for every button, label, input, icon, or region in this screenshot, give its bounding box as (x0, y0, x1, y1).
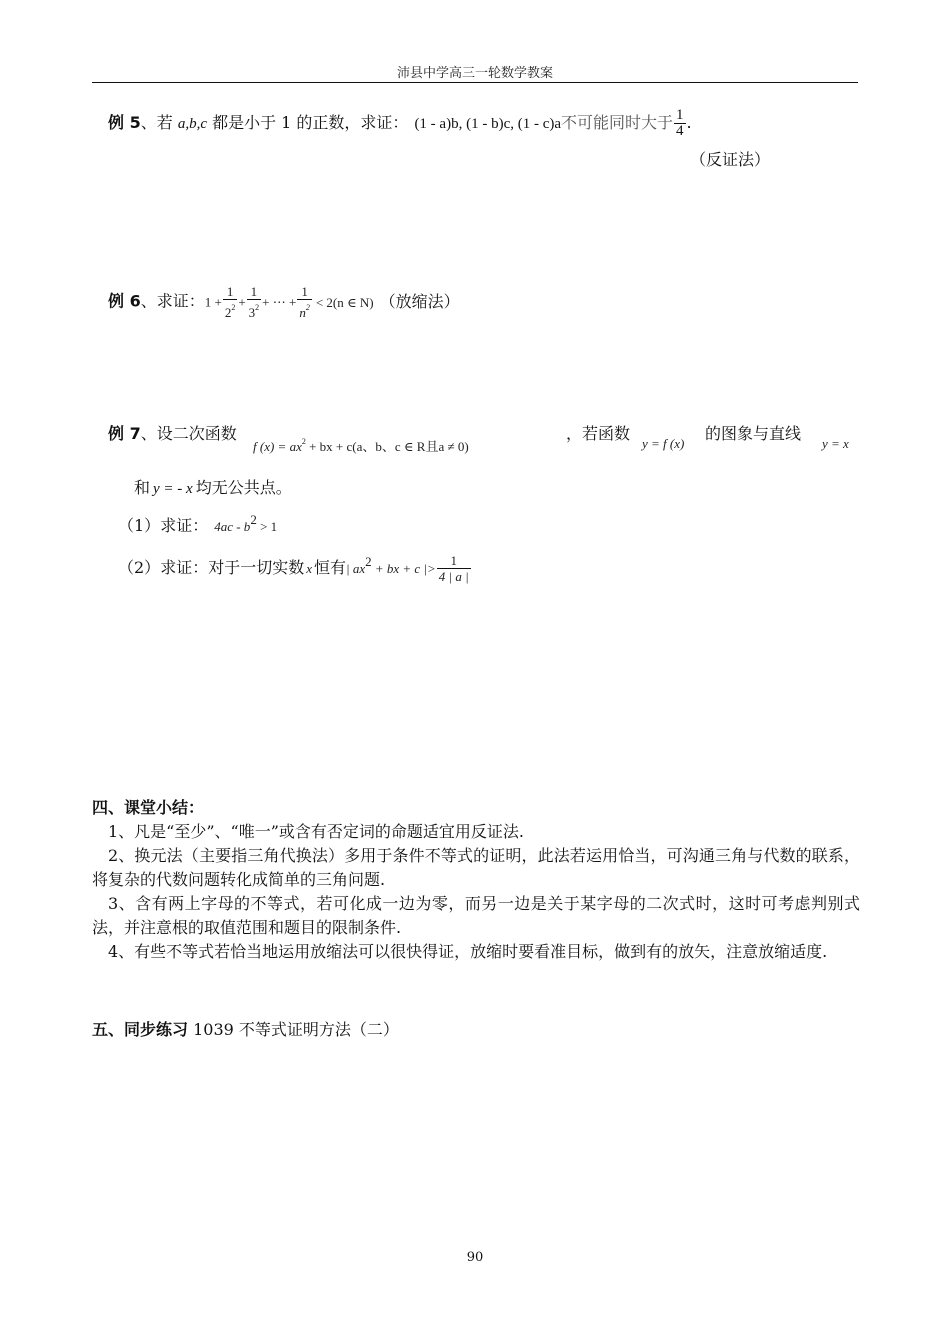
practice-heading (92, 1018, 860, 1042)
example-6-one: 1 + (204, 294, 222, 310)
summary-item-3 (92, 892, 860, 940)
question-2-text-2: 恒有 (313, 558, 346, 577)
fraction-numerator: 1 (247, 284, 262, 300)
line-2-prefix: 和 (134, 478, 151, 497)
example-7-question-2 (118, 552, 472, 584)
denominator-exponent: 2 (305, 303, 310, 312)
denominator-exponent: 2 (231, 303, 236, 312)
fraction-denominator (247, 300, 262, 320)
fraction-numerator: 1 (297, 284, 312, 300)
question-1-exponent: 2 (250, 512, 257, 527)
example-7-function (253, 436, 469, 455)
question-1-label: （1） (118, 516, 161, 535)
fraction-denominator (297, 300, 312, 320)
example-5-text-3: 不可能同时大于 (561, 113, 674, 132)
example-7-text-2: ，若函数 (566, 424, 631, 443)
question-1-rhs: > 1 (256, 519, 278, 534)
question-2-variable: x (306, 561, 312, 576)
question-1-expression: 4ac - b (214, 519, 251, 534)
example-6-fraction-3 (297, 284, 312, 320)
question-2-exponent: 2 (365, 554, 372, 569)
example-6-plus: + (238, 294, 246, 310)
summary-title: 四、课堂小结： (92, 798, 205, 817)
example-6-fraction-1 (223, 284, 238, 320)
fraction-denominator (223, 300, 238, 320)
example-7 (108, 424, 237, 444)
example-7-line-1: y = x (822, 436, 849, 451)
example-5-label: 例 5 (108, 113, 141, 132)
example-5-expression: (1 - a)b, (1 - b)c, (1 - c)a (414, 116, 562, 132)
line-2-suffix: 均无公共点。 (195, 478, 292, 497)
practice-label: 五、同步练习 (92, 1020, 189, 1039)
question-2-expression: | ax (346, 561, 366, 576)
summary-item-4 (92, 940, 860, 964)
function-expression: f (x) = ax (253, 439, 302, 454)
example-7-text: 、设二次函数 (140, 424, 237, 443)
practice-text: 1039 不等式证明方法（二） (188, 1020, 399, 1039)
page-number: 90 (466, 1250, 484, 1265)
question-2-label: （2） (118, 558, 161, 577)
example-7-condition (566, 424, 630, 444)
example-6 (108, 284, 460, 320)
example-7-line-2 (134, 478, 292, 499)
question-1-text: 求证： (160, 516, 209, 535)
example-5-text: 、若 (140, 113, 178, 132)
example-5-method: （反证法） (690, 150, 771, 169)
denominator-exponent: 2 (255, 303, 260, 312)
summary-item-1 (92, 820, 860, 844)
question-2-text: 求证：对于一切实数 (160, 558, 305, 577)
fraction-numerator: 1 (223, 284, 238, 300)
example-7-text-3: 的图象与直线 (705, 424, 802, 443)
denominator-base: 3 (248, 305, 256, 320)
function-exponent: 2 (301, 437, 306, 446)
example-6-ellipsis: + ⋯ + (262, 294, 297, 310)
example-5 (108, 108, 692, 139)
example-6-label: 例 6 (108, 291, 141, 311)
denominator-base: 2 (224, 305, 232, 320)
example-6-text: 、求证： (140, 291, 205, 311)
summary-item-text: 2、换元法（主要指三角代换法）多用于条件不等式的证明，此法若运用恰当，可沟通三角与代数的联系，将复杂的代数问题转化成简单的三角问题. (92, 846, 860, 889)
fraction-denominator: 4 (676, 123, 684, 139)
line-2-equation: y = - x (153, 481, 193, 497)
header-rule (92, 82, 858, 83)
fraction-numerator: 1 (676, 107, 684, 123)
summary-item-text: 4、有些不等式若恰当地运用放缩法可以很快得证，放缩时要看准目标，做到有的放矢，注意放缩适度. (108, 942, 828, 961)
fraction-denominator: 4 | a | (438, 569, 469, 584)
summary-item-text: 3、含有两上字母的不等式，若可化成一边为零，而另一边是关于某字母的二次式时，这时可考虑判别式法，并注意根的取值范围和题目的限制条件. (92, 894, 860, 937)
example-6-method: （放缩法） (379, 291, 460, 311)
example-7-question-1 (118, 510, 277, 537)
question-2-fraction (437, 553, 471, 584)
example-5-text-2: 都是小于 1 的正数，求证： (206, 113, 409, 132)
summary-item-text: 1、凡是“至少”、“唯一”或含有否定词的命题适宜用反证法. (108, 822, 524, 841)
example-5-fraction (674, 108, 686, 139)
example-6-rhs: < 2(n ∈ N) (315, 294, 374, 310)
example-5-vars: a,b,c (177, 116, 207, 132)
summary-item-2 (92, 844, 860, 892)
example-7-label: 例 7 (108, 424, 141, 443)
denominator-base: n (299, 305, 306, 320)
example-5-period: . (686, 113, 692, 132)
fraction-numerator: 1 (437, 553, 471, 569)
example-6-fraction-2 (247, 284, 262, 320)
example-7-function-2: y = f (x) (642, 436, 685, 451)
function-expression-rest: + bx + c(a、b、c ∈ R且a ≠ 0) (305, 439, 469, 454)
question-2-expression-2: + bx + c |> (371, 561, 436, 576)
page-header: 沛县中学高三一轮数学教案 (396, 66, 553, 81)
